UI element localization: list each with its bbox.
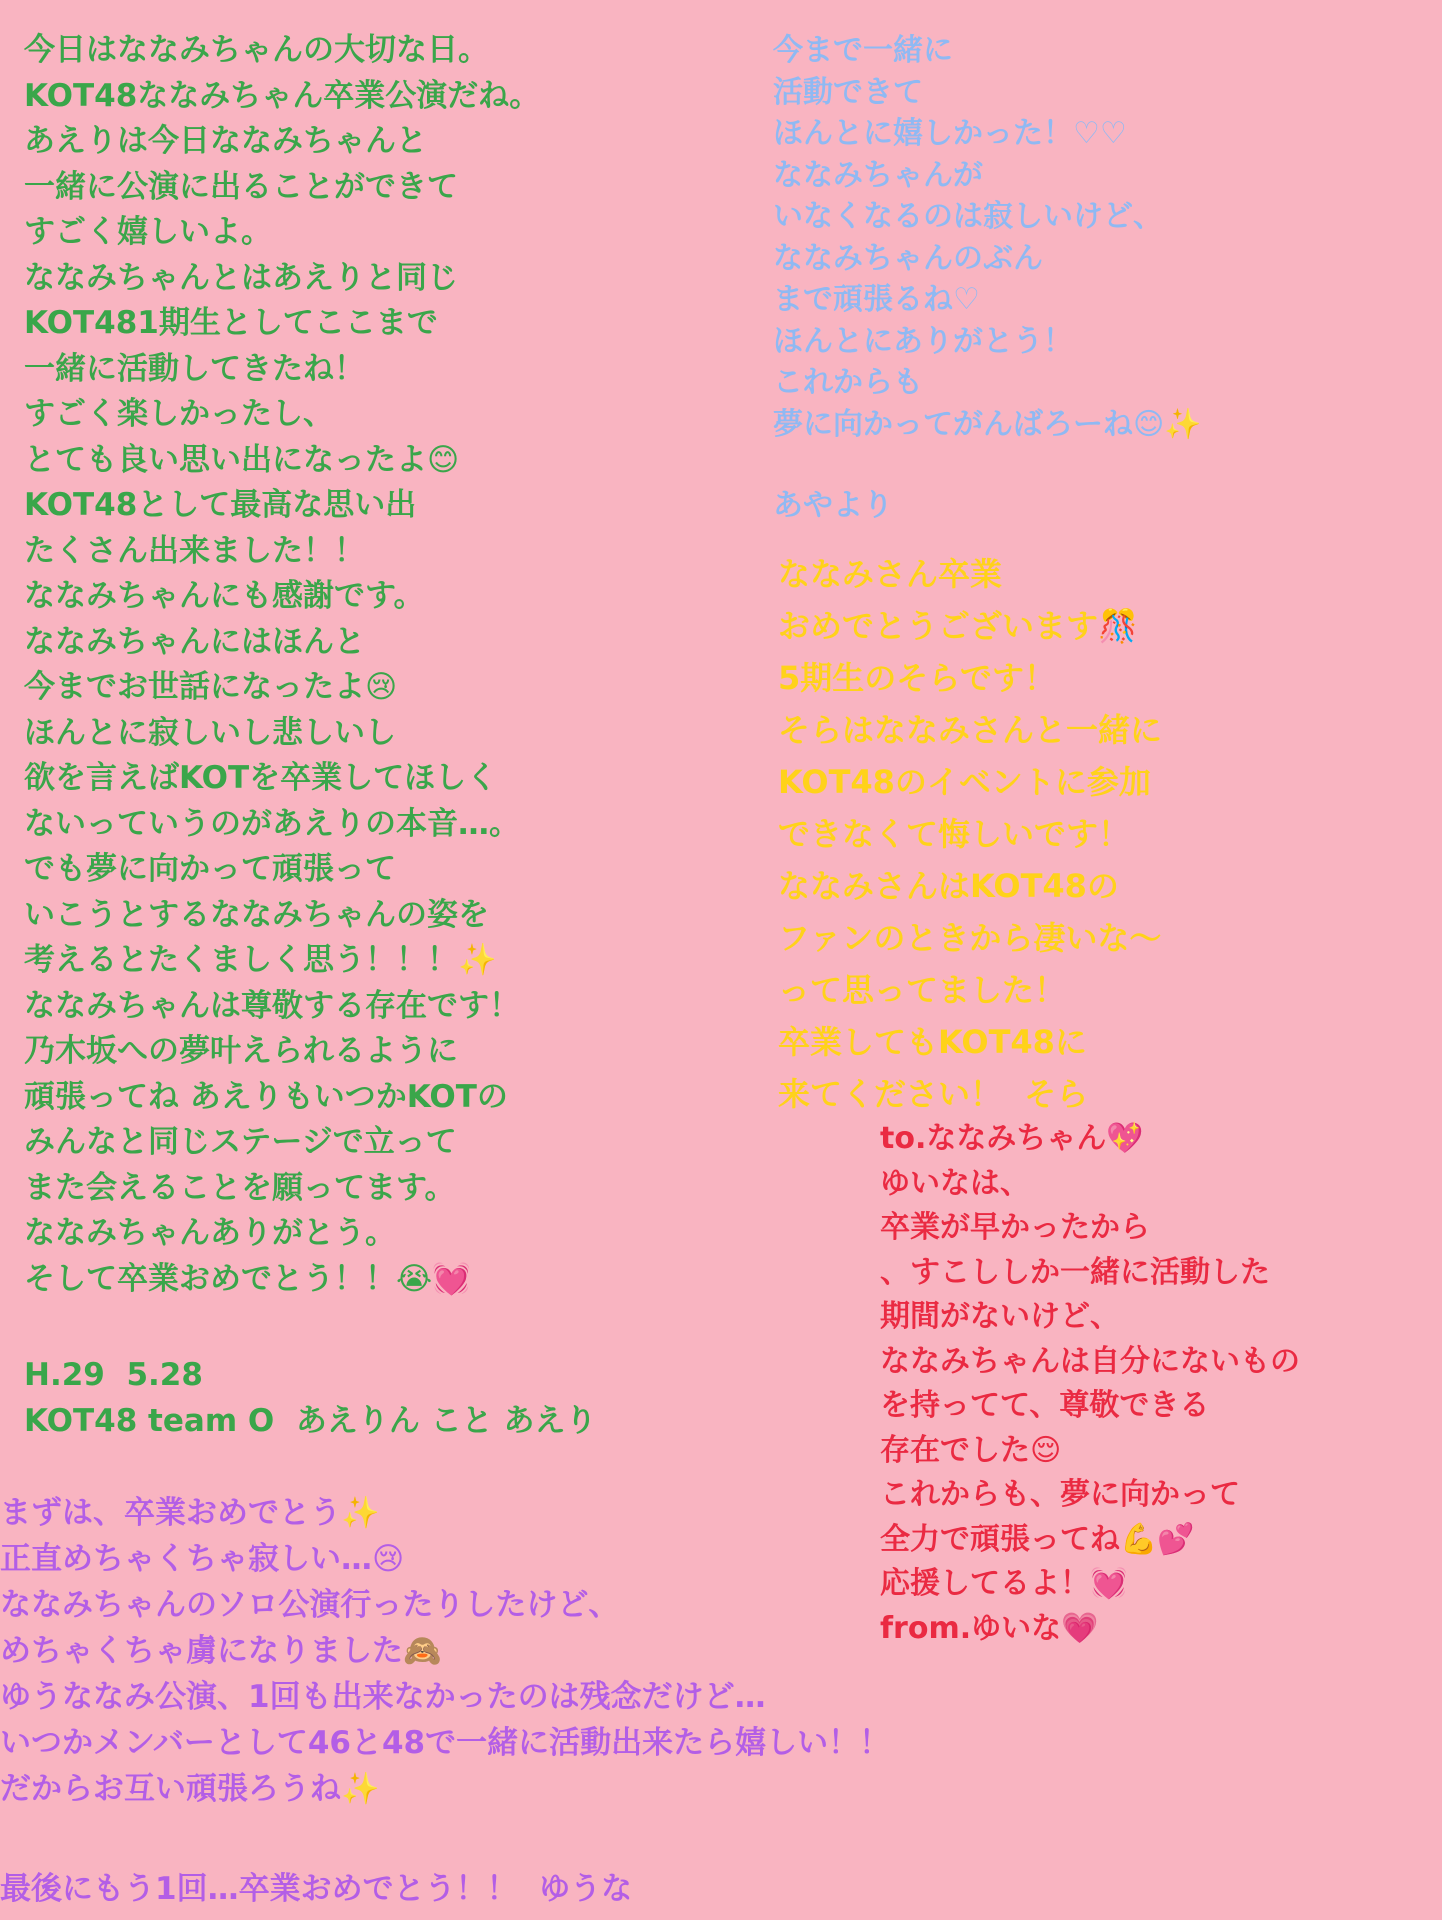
message-aya bbox=[773, 30, 1202, 445]
message-line: 正直めちゃくちゃ寂しい…😢 bbox=[0, 1541, 405, 1577]
message-line: まで頑張るね♡ bbox=[773, 282, 980, 317]
message-line: 一緒に活動してきたね！ bbox=[24, 350, 365, 387]
message-line: ななみちゃんとはあえりと同じ bbox=[24, 259, 458, 296]
message-line: ファンのときから凄いな〜 bbox=[778, 919, 1162, 957]
message-line: 頑張ってね あえりもいつかKOTの bbox=[24, 1078, 508, 1115]
message-line: たくさん出来ました！！ bbox=[24, 532, 365, 569]
message-line: 期間がないけど、 bbox=[880, 1299, 1120, 1334]
message-line: ななみちゃんありがとう。 bbox=[24, 1215, 396, 1251]
message-line: ほんとに嬉しかった！♡♡ bbox=[773, 116, 1127, 151]
message-line: 乃木坂への夢叶えられるように bbox=[24, 1033, 458, 1069]
message-line: そらはななみさんと一緒に bbox=[778, 711, 1163, 749]
message-line: できなくて悔しいです！ bbox=[778, 815, 1131, 853]
message-line: ないっていうのがあえりの本音…。 bbox=[24, 805, 520, 842]
message-signature: 最後にもう1回…卒業おめでとう！！ ゆうな bbox=[0, 1871, 633, 1907]
message-line: 今までお世話になったよ😢 bbox=[24, 669, 398, 705]
message-aeri bbox=[24, 28, 540, 1302]
message-line: 、すこししか一緒に活動した bbox=[880, 1254, 1270, 1290]
message-yuuna-final-line bbox=[0, 1866, 632, 1912]
message-line: 応援してるよ！💓 bbox=[880, 1566, 1128, 1601]
message-line: とても良い思い出になったよ😊 bbox=[24, 441, 460, 478]
message-line: まずは、卒業おめでとう✨ bbox=[0, 1495, 380, 1531]
message-line: 欲を言えばKOTを卒業してほしく bbox=[24, 760, 498, 796]
message-line: ななみちゃんが bbox=[773, 157, 983, 193]
message-line: これからも bbox=[773, 365, 923, 400]
message-line: ななみちゃんのソロ公演行ったりしたけど、 bbox=[0, 1587, 620, 1623]
message-aeri-signature-block bbox=[24, 1352, 596, 1444]
message-date: H.29 5.28 bbox=[24, 1357, 203, 1393]
message-signature: KOT48 team O あえりん こと あえり bbox=[24, 1403, 597, 1439]
message-line: 5期生のそらです！ bbox=[778, 659, 1056, 697]
message-line: ほんとにありがとう！ bbox=[773, 323, 1073, 359]
message-line: KOT48として最高な思い出 bbox=[24, 487, 417, 523]
message-line: 今まで一緒に bbox=[773, 33, 953, 68]
message-line: ゆうななみ公演、1回も出来なかったのは残念だけど… bbox=[0, 1679, 766, 1715]
message-line: ななみちゃんにはほんと bbox=[24, 623, 365, 660]
message-line: でも夢に向かって頑張って bbox=[24, 851, 396, 887]
message-line: いつかメンバーとして46と48で一緒に活動出来たら嬉しい！！ bbox=[0, 1725, 891, 1761]
message-line: ななみちゃんのぶん bbox=[773, 240, 1043, 276]
message-line: めちゃくちゃ虜になりました🙈 bbox=[0, 1633, 442, 1669]
message-line: そして卒業おめでとう！！😭💓 bbox=[24, 1260, 471, 1297]
message-line: おめでとうございます🎊 bbox=[778, 607, 1138, 645]
message-aya-signature-block bbox=[773, 485, 893, 526]
message-line: 卒業してもKOT48に bbox=[778, 1023, 1087, 1061]
message-yuina bbox=[880, 1117, 1300, 1651]
message-line: KOT481期生としてここまで bbox=[24, 305, 438, 341]
message-line: to.ななみちゃん💖 bbox=[880, 1121, 1144, 1156]
message-line: 考えるとたくましく思う！！！✨ bbox=[24, 942, 497, 978]
message-line: 今日はななみちゃんの大切な日。 bbox=[24, 32, 489, 68]
message-line: いなくなるのは寂しいけど、 bbox=[773, 199, 1163, 234]
message-line: ほんとに寂しいし悲しいし bbox=[24, 714, 396, 751]
message-line: 卒業が早かったから bbox=[880, 1210, 1150, 1245]
message-line: すごく楽しかったし、 bbox=[24, 396, 334, 432]
message-line: これからも、夢に向かって bbox=[880, 1477, 1240, 1512]
message-line: from.ゆいな💗 bbox=[880, 1610, 1099, 1646]
message-line: また会えることを願ってます。 bbox=[24, 1169, 456, 1206]
message-line: 存在でした😌 bbox=[880, 1432, 1062, 1468]
message-line: ななみちゃんは尊敬する存在です！ bbox=[24, 987, 520, 1024]
message-sora bbox=[778, 548, 1162, 1120]
message-line: ななみちゃんは自分にないもの bbox=[880, 1343, 1300, 1379]
message-line: ななみさんはKOT48の bbox=[778, 867, 1119, 905]
message-line: ゆいなは、 bbox=[880, 1165, 1030, 1201]
message-line: みんなと同じステージで立って bbox=[24, 1124, 457, 1160]
message-line: って思ってました！ bbox=[778, 971, 1067, 1009]
message-line: だからお互い頑張ろうね✨ bbox=[0, 1771, 380, 1807]
message-line: 全力で頑張ってね💪💕 bbox=[880, 1521, 1195, 1557]
message-line: KOT48ななみちゃん卒業公演だね。 bbox=[24, 77, 541, 114]
message-line: いこうとするななみちゃんの姿を bbox=[24, 896, 489, 933]
message-line: 来てください！ そら bbox=[778, 1075, 1089, 1113]
message-line: 一緒に公演に出ることができて bbox=[24, 168, 458, 205]
message-line: すごく嬉しいよ。 bbox=[24, 214, 272, 250]
message-line: ななみちゃんにも感謝です。 bbox=[24, 578, 425, 614]
message-line: を持ってて、尊敬できる bbox=[880, 1388, 1210, 1423]
message-line: あえりは今日ななみちゃんと bbox=[24, 123, 427, 159]
message-yuuna bbox=[0, 1490, 890, 1812]
message-line: 活動できて bbox=[773, 74, 923, 110]
message-line: ななみさん卒業 bbox=[778, 555, 1003, 593]
message-line: 夢に向かってがんばろーね😊✨ bbox=[773, 406, 1202, 442]
message-signature: あやより bbox=[773, 488, 893, 523]
message-line: KOT48のイベントに参加 bbox=[778, 763, 1151, 801]
